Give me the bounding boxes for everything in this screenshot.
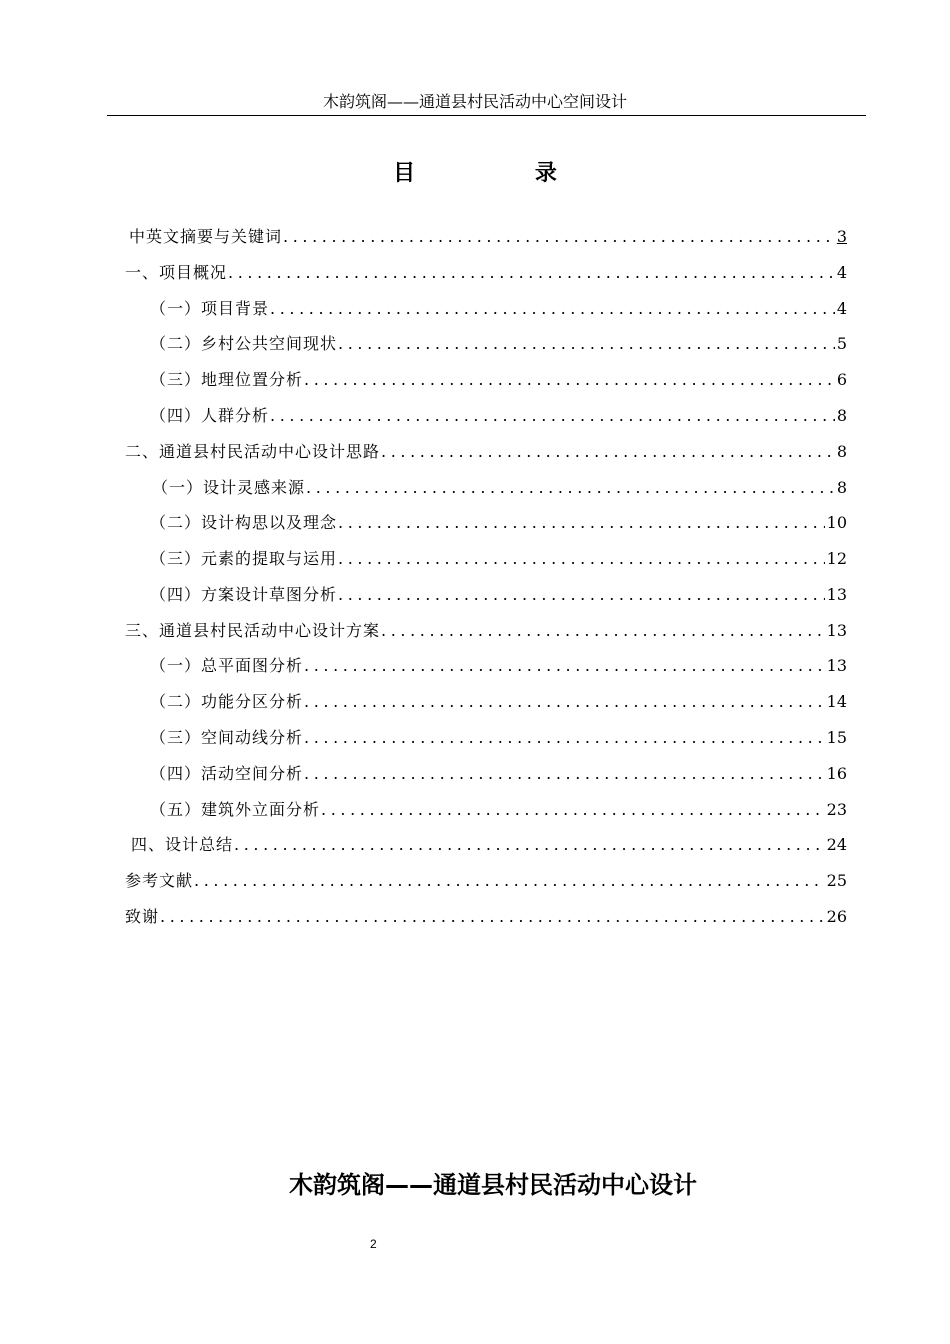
toc-entry-label: （四）活动空间分析 [150,764,304,783]
toc-entry-page: 14 [826,692,847,711]
toc-entry[interactable] [150,332,847,356]
toc-leader-dots [228,261,835,285]
toc-entry-label: （一）项目背景 [150,299,270,318]
toc-entry-label: 四、设计总结 [131,835,234,854]
toc-entry-page: 13 [826,585,847,604]
toc-entry[interactable] [150,511,847,535]
toc-entry-label: 中英文摘要与关键词 [129,227,283,246]
toc-leader-dots [381,440,835,464]
toc-leader-dots [304,726,825,750]
toc-entry[interactable] [152,476,847,500]
toc-leader-dots [338,583,825,607]
toc-entry-label: （一）总平面图分析 [150,656,304,675]
toc-leader-dots [304,690,825,714]
toc-leader-dots [338,547,825,571]
toc-entry[interactable] [125,905,847,929]
toc-entry[interactable] [129,225,847,249]
toc-leader-dots [194,869,825,893]
toc-entry-label: （三）空间动线分析 [150,728,304,747]
toc-entry-page: 12 [826,549,847,568]
toc-leader-dots [304,368,835,392]
toc-entry[interactable] [125,619,847,643]
toc-leader-dots [304,762,825,786]
toc-entry-page: 8 [836,442,847,461]
toc-entry-page: 8 [836,478,847,497]
toc-leader-dots [160,905,825,929]
toc-entry[interactable] [125,261,847,285]
toc-entry-page: 5 [836,334,847,353]
footer-title: 木韵筑阁——通道县村民活动中心设计 [289,1171,697,1199]
toc-entry-page: 4 [836,299,847,318]
toc-leader-dots [381,619,825,643]
toc-entry-label: （四）方案设计草图分析 [150,585,338,604]
toc-entry[interactable] [150,762,847,786]
toc-leader-dots [270,297,835,321]
toc-entry[interactable] [150,690,847,714]
toc-entry-label: （三）地理位置分析 [150,370,304,389]
toc-entry-label: （二）设计构思以及理念 [150,513,338,532]
toc-entry-page: 4 [836,263,847,282]
toc-leader-dots [304,654,825,678]
toc-entry[interactable] [125,869,847,893]
toc-leader-dots [338,332,835,356]
toc-entry[interactable] [150,547,847,571]
toc-leader-dots [321,798,825,822]
toc-entry[interactable] [150,404,847,428]
toc-entry-label: 参考文献 [125,871,194,890]
toc-entry-page: 3 [836,227,847,246]
toc-entry-label: 三、通道县村民活动中心设计方案 [125,621,381,640]
toc-entry-page: 13 [826,656,847,675]
toc-entry[interactable] [131,833,847,857]
toc-leader-dots [270,404,835,428]
running-header: 木韵筑阁——通道县村民活动中心空间设计 [322,92,627,111]
toc-entry-label: 一、项目概况 [125,263,228,282]
toc-entry-page: 23 [826,800,847,819]
toc-entry-label: （四）人群分析 [150,406,270,425]
toc-leader-dots [306,476,835,500]
toc-entry-page: 10 [826,513,847,532]
toc-entry[interactable] [125,440,847,464]
toc-leader-dots [234,833,825,857]
toc-entry-label: （二）功能分区分析 [150,692,304,711]
toc-entry-page: 26 [826,907,847,926]
toc-entry-page: 25 [826,871,847,890]
toc-entry-label: 致谢 [125,907,160,926]
toc-entry-label: （五）建筑外立面分析 [150,800,321,819]
toc-entry-label: （二）乡村公共空间现状 [150,334,338,353]
toc-entry-page: 8 [836,406,847,425]
toc-entry-page: 6 [836,370,847,389]
toc-entry-page: 13 [826,621,847,640]
toc-entry[interactable] [150,297,847,321]
toc-entry[interactable] [150,798,847,822]
toc-entry[interactable] [150,368,847,392]
toc-leader-dots [283,225,835,249]
toc-leader-dots [338,511,825,535]
toc-title: 目 录 [393,161,613,186]
toc-entry[interactable] [150,726,847,750]
toc-entry-page: 24 [826,835,847,854]
toc-entry-page: 15 [826,728,847,747]
header-rule [107,115,866,116]
toc-entry[interactable] [150,583,847,607]
toc-entry-page: 16 [826,764,847,783]
toc-entry[interactable] [150,654,847,678]
toc-entry-label: （三）元素的提取与运用 [150,549,338,568]
page-number: 2 [370,1237,377,1251]
toc-entry-label: 二、通道县村民活动中心设计思路 [125,442,381,461]
toc-entry-label: （一）设计灵感来源 [152,478,306,497]
